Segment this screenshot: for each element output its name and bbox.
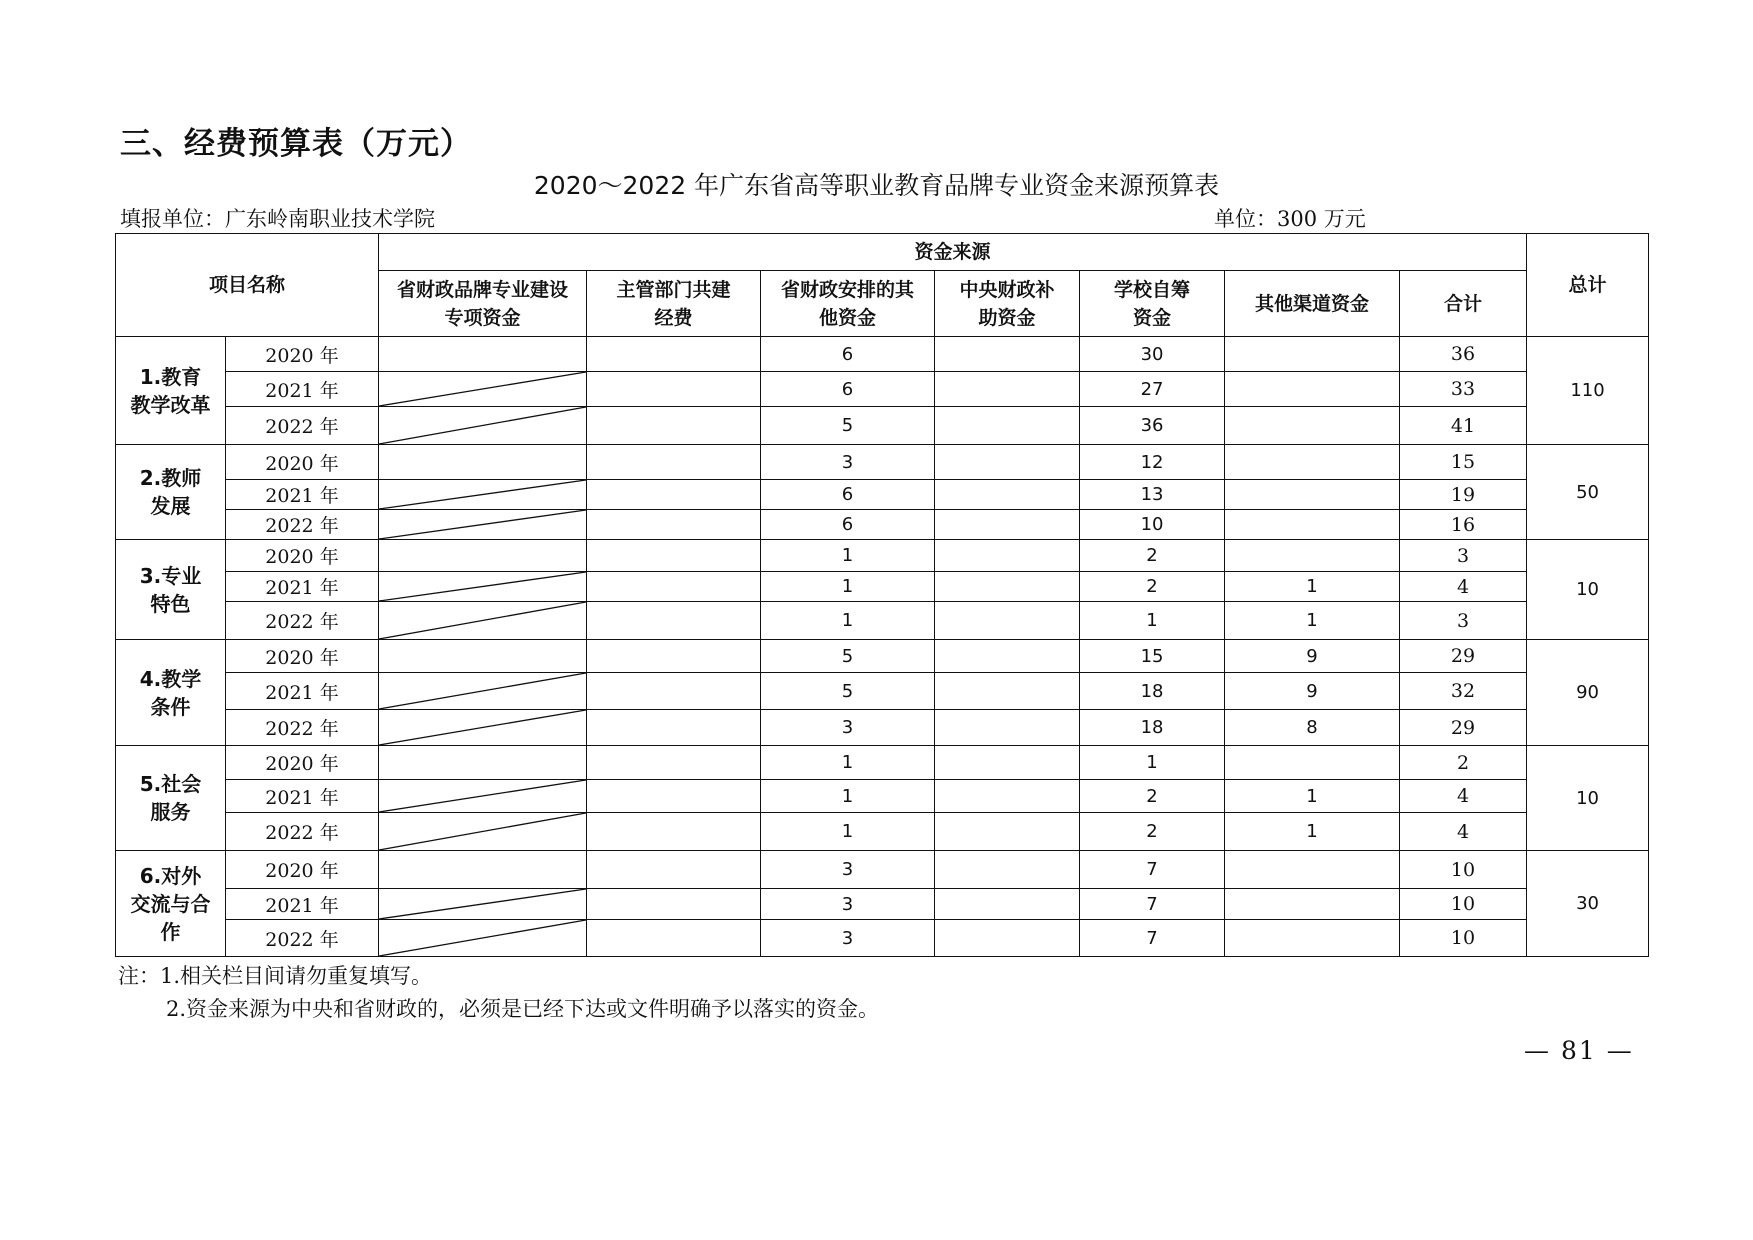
provincial-other-cell: 5: [761, 407, 935, 445]
project-name: 3.专业特色: [116, 540, 226, 640]
school-funds-cell: 7: [1080, 889, 1225, 920]
provincial-special-cell: [379, 920, 587, 957]
year-cell: 2020 年: [226, 851, 379, 889]
central-subsidy-cell: [935, 510, 1080, 540]
school-funds-cell: 1: [1080, 746, 1225, 780]
central-subsidy-cell: [935, 572, 1080, 602]
year-cell: 2021 年: [226, 372, 379, 407]
subtotal-cell: 41: [1400, 407, 1527, 445]
note-1: 注：1.相关栏目间请勿重复填写。: [118, 964, 433, 988]
school-funds-cell: 7: [1080, 920, 1225, 957]
other-channels-cell: [1225, 337, 1400, 372]
provincial-special-cell: [379, 746, 587, 780]
school-funds-cell: 36: [1080, 407, 1225, 445]
subtotal-cell: 10: [1400, 920, 1527, 957]
other-channels-cell: 1: [1225, 780, 1400, 813]
notes: [118, 960, 879, 1026]
page-number: — 81 —: [1524, 1036, 1634, 1065]
other-channels-cell: [1225, 540, 1400, 572]
provincial-special-cell: [379, 851, 587, 889]
year-cell: 2021 年: [226, 480, 379, 510]
subtotal-cell: 3: [1400, 540, 1527, 572]
provincial-other-cell: 3: [761, 889, 935, 920]
project-name: 1.教育教学改革: [116, 337, 226, 445]
subtotal-cell: 2: [1400, 746, 1527, 780]
year-cell: 2022 年: [226, 710, 379, 746]
school-funds-cell: 2: [1080, 813, 1225, 851]
subtotal-cell: 32: [1400, 673, 1527, 710]
group-total-cell: 30: [1527, 851, 1649, 957]
central-subsidy-cell: [935, 889, 1080, 920]
header-central-subsidy: 中央财政补助资金: [935, 271, 1080, 337]
central-subsidy-cell: [935, 710, 1080, 746]
department-funds-cell: [587, 510, 761, 540]
department-funds-cell: [587, 673, 761, 710]
year-cell: 2022 年: [226, 602, 379, 640]
header-project: 项目名称: [116, 234, 379, 337]
subtotal-cell: 10: [1400, 851, 1527, 889]
section-heading: 三、经费预算表（万元）: [120, 126, 472, 162]
group-total-cell: 90: [1527, 640, 1649, 746]
table-row: [116, 337, 1649, 372]
provincial-special-cell: [379, 780, 587, 813]
provincial-other-cell: 5: [761, 640, 935, 673]
other-channels-cell: [1225, 407, 1400, 445]
project-name: 6.对外交流与合作: [116, 851, 226, 957]
school-funds-cell: 2: [1080, 572, 1225, 602]
department-funds-cell: [587, 746, 761, 780]
other-channels-cell: [1225, 851, 1400, 889]
header-source-group: 资金来源: [379, 234, 1527, 271]
department-funds-cell: [587, 780, 761, 813]
other-channels-cell: [1225, 480, 1400, 510]
central-subsidy-cell: [935, 851, 1080, 889]
department-funds-cell: [587, 572, 761, 602]
table-row: [116, 372, 1649, 407]
central-subsidy-cell: [935, 780, 1080, 813]
note-2: 2.资金来源为中央和省财政的，必须是已经下达或文件明确予以落实的资金。: [166, 997, 880, 1021]
provincial-other-cell: 1: [761, 540, 935, 572]
other-channels-cell: 8: [1225, 710, 1400, 746]
subtotal-cell: 29: [1400, 640, 1527, 673]
year-cell: 2020 年: [226, 540, 379, 572]
provincial-other-cell: 3: [761, 851, 935, 889]
year-cell: 2020 年: [226, 445, 379, 480]
header-provincial-other: 省财政安排的其他资金: [761, 271, 935, 337]
group-total-cell: 50: [1527, 445, 1649, 540]
table-row: [116, 851, 1649, 889]
year-cell: 2021 年: [226, 572, 379, 602]
table-row: [116, 572, 1649, 602]
department-funds-cell: [587, 851, 761, 889]
school-funds-cell: 18: [1080, 673, 1225, 710]
other-channels-cell: 1: [1225, 572, 1400, 602]
central-subsidy-cell: [935, 746, 1080, 780]
table-row: [116, 920, 1649, 957]
project-name: 2.教师发展: [116, 445, 226, 540]
table-row: [116, 640, 1649, 673]
table-row: [116, 510, 1649, 540]
school-funds-cell: 15: [1080, 640, 1225, 673]
header-subtotal: 合计: [1400, 271, 1527, 337]
table-row: [116, 889, 1649, 920]
provincial-special-cell: [379, 445, 587, 480]
department-funds-cell: [587, 813, 761, 851]
provincial-special-cell: [379, 889, 587, 920]
year-cell: 2020 年: [226, 337, 379, 372]
year-cell: 2022 年: [226, 920, 379, 957]
year-cell: 2022 年: [226, 510, 379, 540]
subtotal-cell: 10: [1400, 889, 1527, 920]
other-channels-cell: [1225, 746, 1400, 780]
provincial-other-cell: 6: [761, 337, 935, 372]
school-funds-cell: 7: [1080, 851, 1225, 889]
group-total-cell: 110: [1527, 337, 1649, 445]
other-channels-cell: [1225, 889, 1400, 920]
central-subsidy-cell: [935, 673, 1080, 710]
school-funds-cell: 27: [1080, 372, 1225, 407]
department-funds-cell: [587, 889, 761, 920]
table-row: [116, 813, 1649, 851]
school-funds-cell: 12: [1080, 445, 1225, 480]
table-row: [116, 480, 1649, 510]
year-cell: 2021 年: [226, 889, 379, 920]
table-row: [116, 710, 1649, 746]
provincial-special-cell: [379, 407, 587, 445]
provincial-special-cell: [379, 710, 587, 746]
central-subsidy-cell: [935, 337, 1080, 372]
table-title: 2020～2022 年广东省高等职业教育品牌专业资金来源预算表: [533, 171, 1220, 200]
budget-table: [115, 233, 1649, 957]
school-funds-cell: 2: [1080, 540, 1225, 572]
provincial-other-cell: 3: [761, 710, 935, 746]
project-name: 4.教学条件: [116, 640, 226, 746]
subtotal-cell: 33: [1400, 372, 1527, 407]
department-funds-cell: [587, 640, 761, 673]
year-cell: 2022 年: [226, 407, 379, 445]
provincial-other-cell: 1: [761, 746, 935, 780]
provincial-other-cell: 1: [761, 813, 935, 851]
subtotal-cell: 3: [1400, 602, 1527, 640]
subtotal-cell: 4: [1400, 572, 1527, 602]
provincial-other-cell: 1: [761, 572, 935, 602]
central-subsidy-cell: [935, 445, 1080, 480]
school-funds-cell: 1: [1080, 602, 1225, 640]
central-subsidy-cell: [935, 813, 1080, 851]
central-subsidy-cell: [935, 640, 1080, 673]
other-channels-cell: 1: [1225, 602, 1400, 640]
provincial-special-cell: [379, 813, 587, 851]
provincial-other-cell: 6: [761, 510, 935, 540]
table-row: [116, 445, 1649, 480]
subtotal-cell: 19: [1400, 480, 1527, 510]
provincial-special-cell: [379, 372, 587, 407]
central-subsidy-cell: [935, 407, 1080, 445]
provincial-other-cell: 1: [761, 780, 935, 813]
provincial-other-cell: 1: [761, 602, 935, 640]
provincial-other-cell: 5: [761, 673, 935, 710]
table-row: [116, 673, 1649, 710]
year-cell: 2021 年: [226, 673, 379, 710]
other-channels-cell: 9: [1225, 673, 1400, 710]
other-channels-cell: 1: [1225, 813, 1400, 851]
group-total-cell: 10: [1527, 746, 1649, 851]
subtotal-cell: 4: [1400, 780, 1527, 813]
department-funds-cell: [587, 540, 761, 572]
school-funds-cell: 2: [1080, 780, 1225, 813]
other-channels-cell: [1225, 920, 1400, 957]
department-funds-cell: [587, 337, 761, 372]
other-channels-cell: [1225, 372, 1400, 407]
school-funds-cell: 30: [1080, 337, 1225, 372]
subtotal-cell: 15: [1400, 445, 1527, 480]
school-funds-cell: 18: [1080, 710, 1225, 746]
table-row: [116, 780, 1649, 813]
central-subsidy-cell: [935, 602, 1080, 640]
department-funds-cell: [587, 407, 761, 445]
subtotal-cell: 36: [1400, 337, 1527, 372]
table-row: [116, 602, 1649, 640]
department-funds-cell: [587, 710, 761, 746]
central-subsidy-cell: [935, 372, 1080, 407]
subtotal-cell: 29: [1400, 710, 1527, 746]
provincial-other-cell: 3: [761, 445, 935, 480]
department-funds-cell: [587, 372, 761, 407]
school-funds-cell: 10: [1080, 510, 1225, 540]
amount-unit: 单位：300 万元: [1214, 207, 1366, 231]
provincial-special-cell: [379, 673, 587, 710]
provincial-other-cell: 3: [761, 920, 935, 957]
department-funds-cell: [587, 445, 761, 480]
department-funds-cell: [587, 480, 761, 510]
school-funds-cell: 13: [1080, 480, 1225, 510]
year-cell: 2020 年: [226, 640, 379, 673]
provincial-special-cell: [379, 337, 587, 372]
table-row: [116, 540, 1649, 572]
reporting-unit: 填报单位：广东岭南职业技术学院: [120, 207, 435, 231]
central-subsidy-cell: [935, 540, 1080, 572]
provincial-other-cell: 6: [761, 480, 935, 510]
year-cell: 2021 年: [226, 780, 379, 813]
subtotal-cell: 16: [1400, 510, 1527, 540]
provincial-special-cell: [379, 480, 587, 510]
other-channels-cell: [1225, 445, 1400, 480]
header-other-channels: 其他渠道资金: [1225, 271, 1400, 337]
header-school-funds: 学校自筹资金: [1080, 271, 1225, 337]
table-row: [116, 407, 1649, 445]
table-row: [116, 746, 1649, 780]
provincial-special-cell: [379, 572, 587, 602]
header-provincial-special: 省财政品牌专业建设专项资金: [379, 271, 587, 337]
department-funds-cell: [587, 602, 761, 640]
provincial-other-cell: 6: [761, 372, 935, 407]
other-channels-cell: 9: [1225, 640, 1400, 673]
header-department-funds: 主管部门共建经费: [587, 271, 761, 337]
header-total: 总计: [1527, 234, 1649, 337]
central-subsidy-cell: [935, 480, 1080, 510]
provincial-special-cell: [379, 540, 587, 572]
year-cell: 2022 年: [226, 813, 379, 851]
other-channels-cell: [1225, 510, 1400, 540]
project-name: 5.社会服务: [116, 746, 226, 851]
department-funds-cell: [587, 920, 761, 957]
provincial-special-cell: [379, 602, 587, 640]
group-total-cell: 10: [1527, 540, 1649, 640]
central-subsidy-cell: [935, 920, 1080, 957]
provincial-special-cell: [379, 640, 587, 673]
year-cell: 2020 年: [226, 746, 379, 780]
provincial-special-cell: [379, 510, 587, 540]
subtotal-cell: 4: [1400, 813, 1527, 851]
